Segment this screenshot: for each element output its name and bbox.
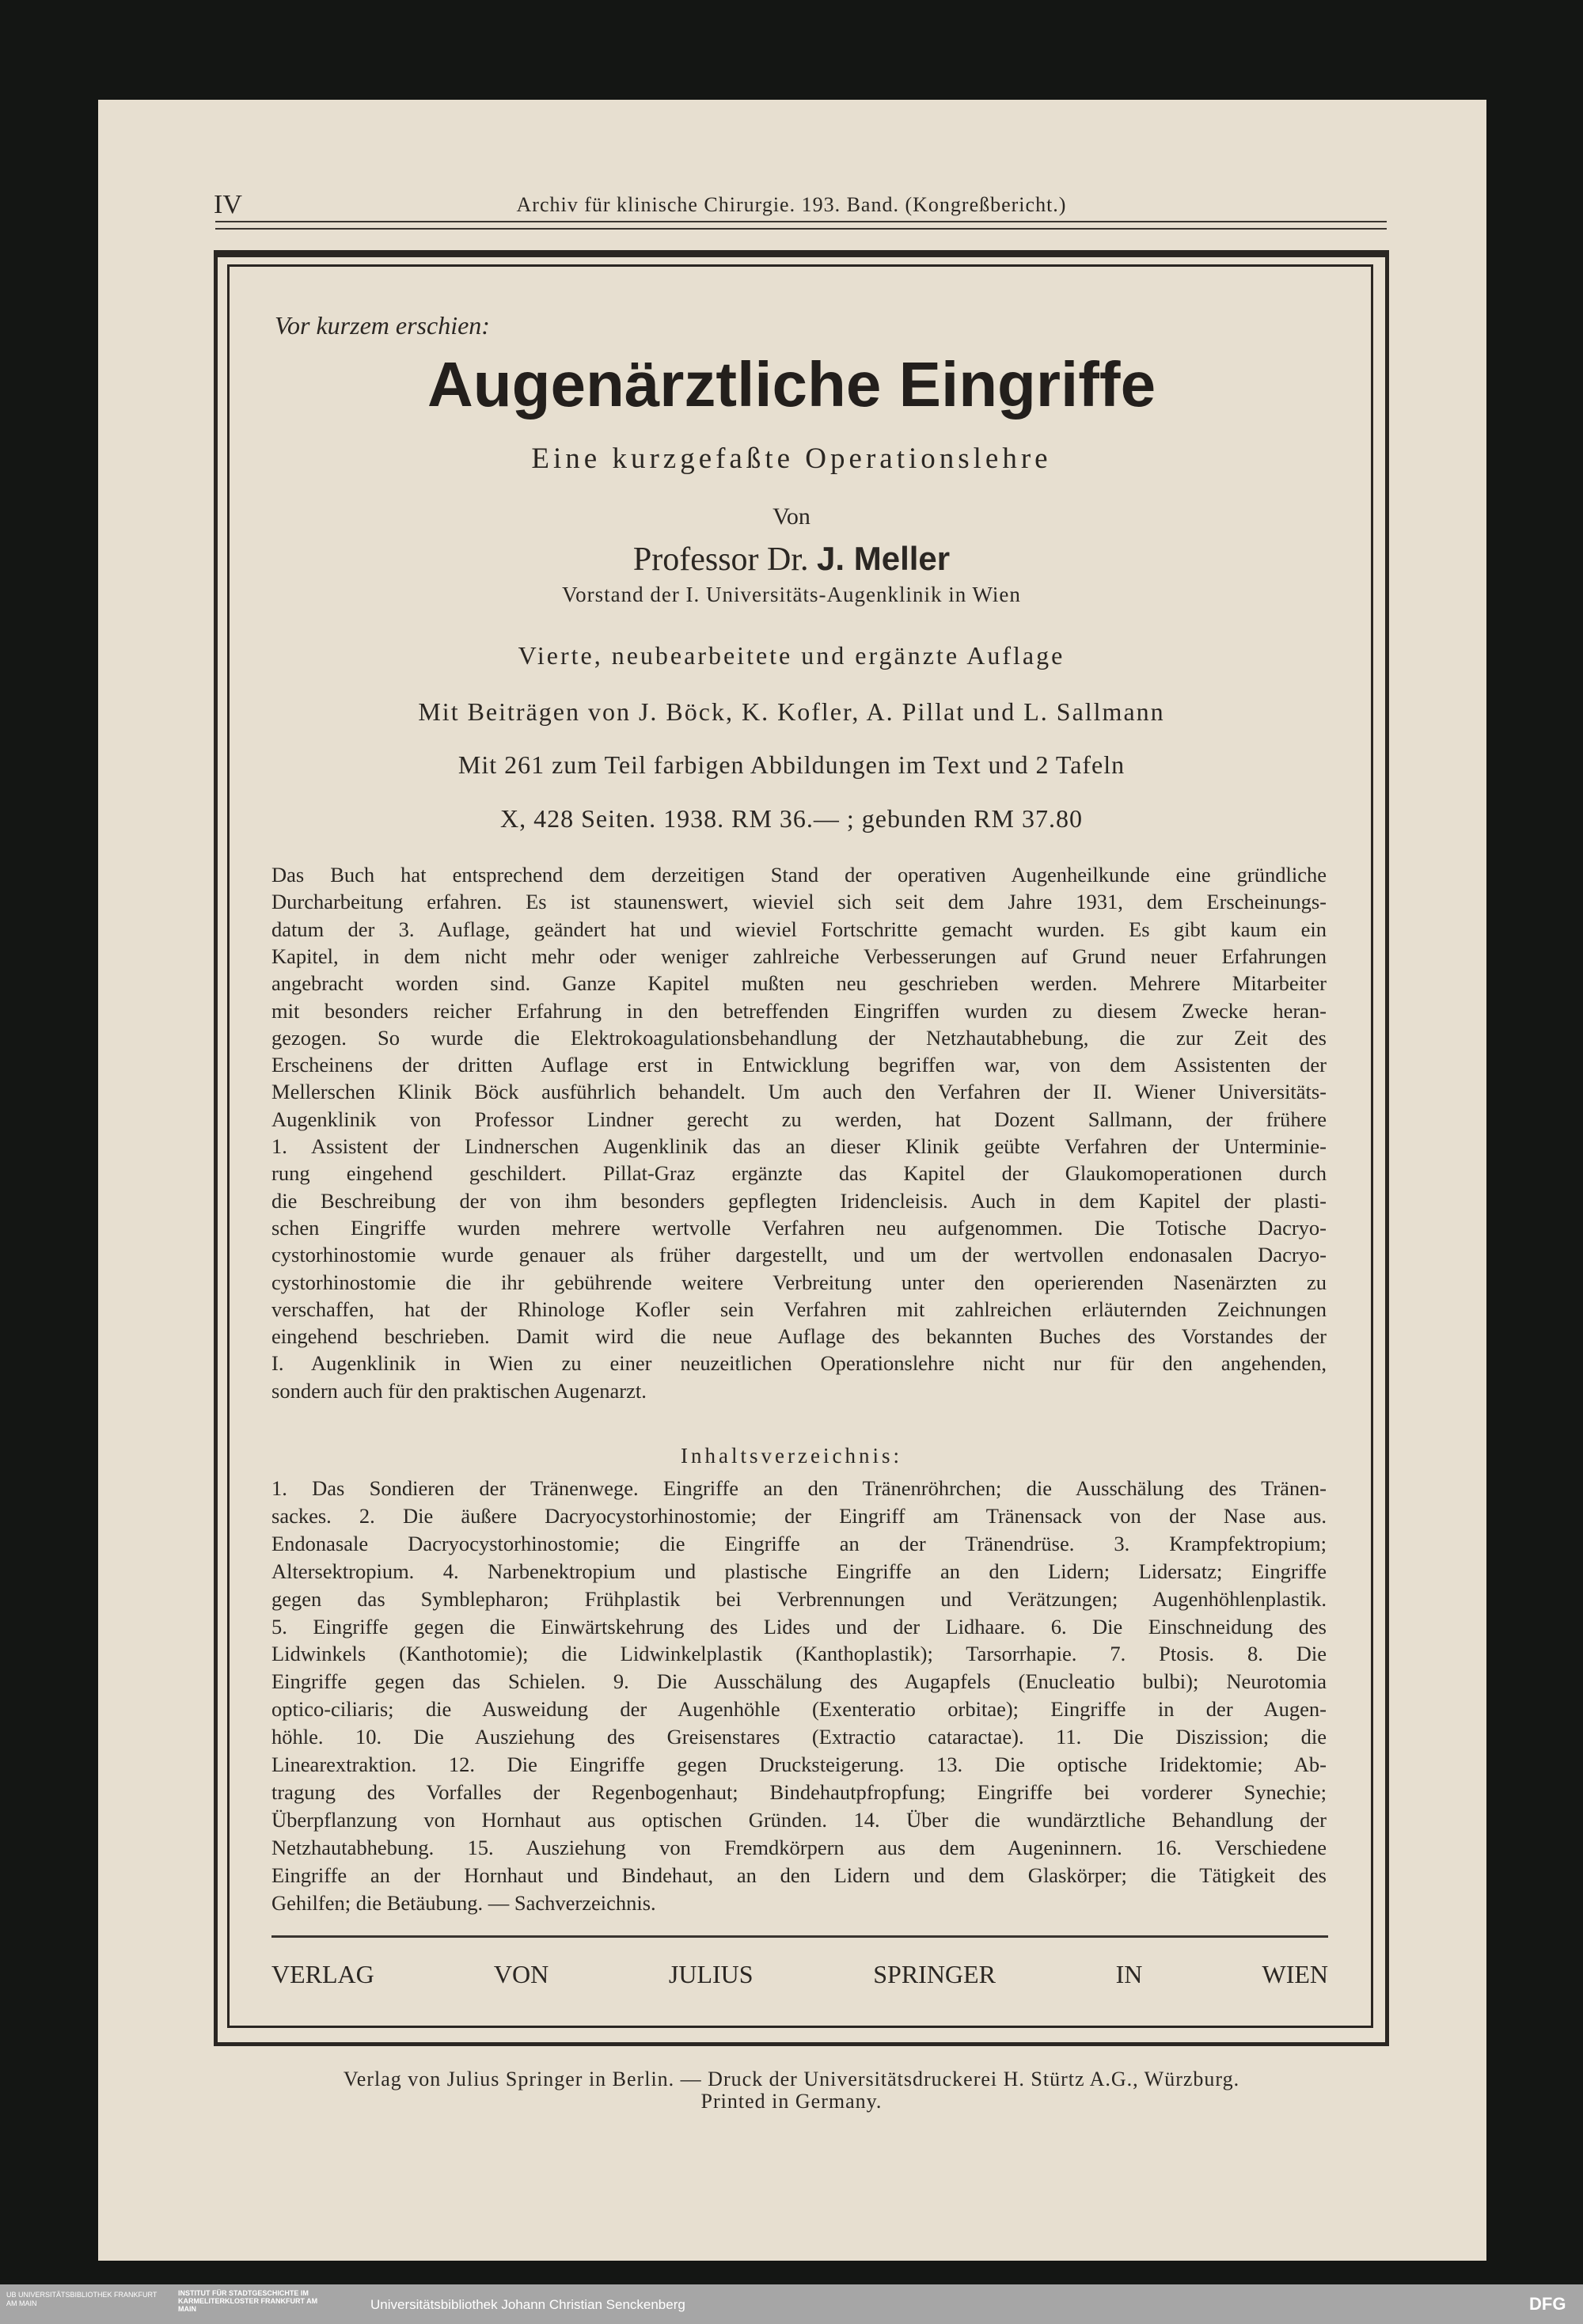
text-line: sondern auch für den praktischen Augenarzt. (271, 1378, 647, 1403)
imprint-line-1: Verlag von Julius Springer in Berlin. — Druck der Universitätsdruckerei H. Stürtz A.G., Würzburg. (343, 2068, 1240, 2090)
text-line: 1. Das Sondieren der Tränenwege. Eingriffe an den Tränenröhrchen; die Ausschälung des Tränen- (271, 1476, 1327, 1500)
running-title: Archiv für klinische Chirurgie. 193. Band. (Kongreßbericht.) (516, 193, 1067, 216)
book-title: Augenärztliche Eingriffe (427, 349, 1156, 420)
text-line: cystorhinostomie die ihr gebührende weitere Verbreitung unter den operierenden Nasenärzten zu (271, 1270, 1327, 1294)
author-affiliation: Vorstand der I. Universitäts-Augenklinik in Wien (562, 583, 1021, 606)
text-line: datum der 3. Auflage, geändert hat und wieviel Fortschritte gemacht wurden. Es gibt kaum ein (271, 917, 1327, 941)
text-line: Linearextraktion. 12. Die Eingriffe gegen Drucksteigerung. 13. Die optische Iridektomie; Ab- (271, 1752, 1327, 1776)
text-line: rung eingehend geschildert. Pillat-Graz ergänzte das Kapitel der Glaukomoperationen durch (271, 1161, 1327, 1186)
text-line: 1. Assistent der Lindnerschen Augenklinik das an dieser Klinik geübte Verfahren der Unterminie- (271, 1134, 1327, 1158)
edition: Vierte, neubearbeitete und ergänzte Auflage (518, 641, 1065, 670)
text-line: höhle. 10. Die Ausziehung des Greisenstares (Extractio cataractae). 11. Die Diszission; die (271, 1725, 1327, 1749)
illustrations: Mit 261 zum Teil farbigen Abbildungen im Text und 2 Tafeln (457, 750, 1126, 779)
book-subtitle: Eine kurzgefaßte Operationslehre (531, 442, 1052, 475)
text-line: verschaffen, hat der Rhinologe Kofler sein Verfahren mit zahlreichen erläuternden Zeichnungen (271, 1297, 1327, 1321)
text-line: Netzhautabhebung. 15. Ausziehung von Fremdkörpern aus dem Augeninnern. 16. Verschiedene (271, 1835, 1327, 1859)
text-line: Kapitel, in dem nicht mehr oder weniger zahlreiche Verbesserungen auf Grund neuer Erfahrungen (271, 944, 1327, 968)
header-rule-2 (215, 228, 1387, 230)
text-line: Altersektropium. 4. Narbenektropium und plastische Eingriffe an den Lidern; Lidersatz; Eingriffe (271, 1559, 1327, 1583)
header-rule (215, 221, 1387, 222)
text-line: Erscheinens der dritten Auflage erst in Entwicklung begriffen war, von dem Assistenten der (271, 1053, 1327, 1077)
ub-logo[interactable]: UB UNIVERSITÄTSBIBLIOTHEK FRANKFURT AM MAIN (6, 2291, 158, 2307)
author (0, 540, 1583, 579)
intro-text: Vor kurzem erschien: (275, 311, 490, 340)
by-label: Von (773, 503, 810, 530)
text-line: angebracht worden sind. Ganze Kapitel mußten neu geschrieben werden. Mehrere Mitarbeiter (271, 971, 1327, 996)
text-line: Eingriffe an der Hornhaut und Bindehaut, an den Lidern und dem Glaskörper; die Tätigkeit des (271, 1863, 1327, 1887)
text-line: optico-ciliaris; die Ausweidung der Augenhöhle (Exenteratio orbitae); Eingriffe in der Augen- (271, 1697, 1327, 1722)
text-line: Endonasale Dacryocystorhinostomie; die Eingriffe an der Tränendrüse. 3. Krampfektropium; (271, 1531, 1327, 1555)
isg-logo[interactable]: INSTITUT FÜR STADTGESCHICHTE IM KARMELITERKLOSTER FRANKFURT AM MAIN (178, 2289, 318, 2313)
text-line: tragung des Vorfalles der Regenbogenhaut; Bindehautpfropfung; Eingriffe bei vorderer Synechie; (271, 1779, 1327, 1804)
library-name: Universitätsbibliothek Johann Christian Senckenberg (370, 2297, 685, 2312)
text-line: cystorhinostomie wurde genauer als früher dargestellt, und um der wertvollen endonasalen Dacryo- (271, 1243, 1327, 1267)
toc-heading: Inhaltsverzeichnis: (681, 1444, 902, 1468)
text-line: I. Augenklinik in Wien zu einer neuzeitlichen Operationslehre nicht nur für den angehenden, (271, 1351, 1327, 1376)
contributors: Mit Beiträgen von J. Böck, K. Kofler, A. Pillat und L. Sallmann (418, 697, 1165, 726)
text-line: die Beschreibung der von ihm besonders gepflegten Iridencleisis. Auch in dem Kapitel der plasti- (271, 1188, 1327, 1213)
text-line: Mellerschen Klinik Böck ausführlich behandelt. Um auch den Verfahren der II. Wiener Universitäts- (271, 1080, 1327, 1104)
text-line: Gehilfen; die Betäubung. — Sachverzeichnis. (271, 1890, 656, 1915)
text-line: 5. Eingriffe gegen die Einwärtskehrung des Lides und der Lidhaare. 6. Die Einschneidung des (271, 1614, 1327, 1639)
publisher-rule (271, 1935, 1328, 1938)
text-line: Überpflanzung von Hornhaut aus optischen Gründen. 14. Über die wundärztliche Behandlung der (271, 1807, 1327, 1832)
dfg-logo[interactable]: DFG (1529, 2294, 1566, 2314)
text-line: Augenklinik von Professor Lindner gerecht zu werden, hat Dozent Sallmann, der frühere (271, 1107, 1327, 1131)
author-name: J. Meller (817, 540, 951, 577)
page-number: IV (214, 190, 242, 219)
text-line: schen Eingriffe wurden mehrere wertvolle Verfahren neu aufgenommen. Die Totische Dacryo- (271, 1215, 1327, 1240)
text-line: Das Buch hat entsprechend dem derzeitigen Stand der operativen Augenheilkunde eine gründliche (271, 863, 1327, 887)
text-line: eingehend beschrieben. Damit wird die neue Auflage des bekannten Buches des Vorstandes der (271, 1324, 1327, 1349)
viewer-footer (0, 2284, 1583, 2324)
text-line: mit besonders reicher Erfahrung in den betreffenden Eingriffen wurden zu diesem Zwecke heran- (271, 998, 1327, 1023)
text-line: sackes. 2. Die äußere Dacryocystorhinostomie; der Eingriff am Tränensack von der Nase aus. (271, 1503, 1327, 1528)
author-prefix: Professor Dr. (632, 541, 809, 578)
text-line: Lidwinkels (Kanthotomie); die Lidwinkelplastik (Kanthoplastik); Tarsorrhapie. 7. Ptosis. 8. Die (271, 1642, 1327, 1666)
imprint-line-2: Printed in Germany. (700, 2090, 883, 2113)
text-line: Durcharbeitung erfahren. Es ist staunenswert, wieviel sich seit dem Jahre 1931, dem Erscheinungs- (271, 890, 1327, 914)
price-details: X, 428 Seiten. 1938. RM 36.— ; gebunden RM 37.80 (500, 804, 1083, 833)
text-line: gegen das Symblepharon; Frühplastik bei Verbrennungen und Verätzungen; Augenhöhlenplastik. (271, 1586, 1327, 1611)
publisher: VERLAG VON JULIUS SPRINGER IN WIEN (271, 1960, 1328, 1988)
text-line: Eingriffe gegen das Schielen. 9. Die Ausschälung des Augapfels (Enucleatio bulbi); Neurotomia (271, 1669, 1327, 1694)
text-line: gezogen. So wurde die Elektrokoagulationsbehandlung der Netzhautabhebung, die zur Zeit des (271, 1025, 1327, 1050)
